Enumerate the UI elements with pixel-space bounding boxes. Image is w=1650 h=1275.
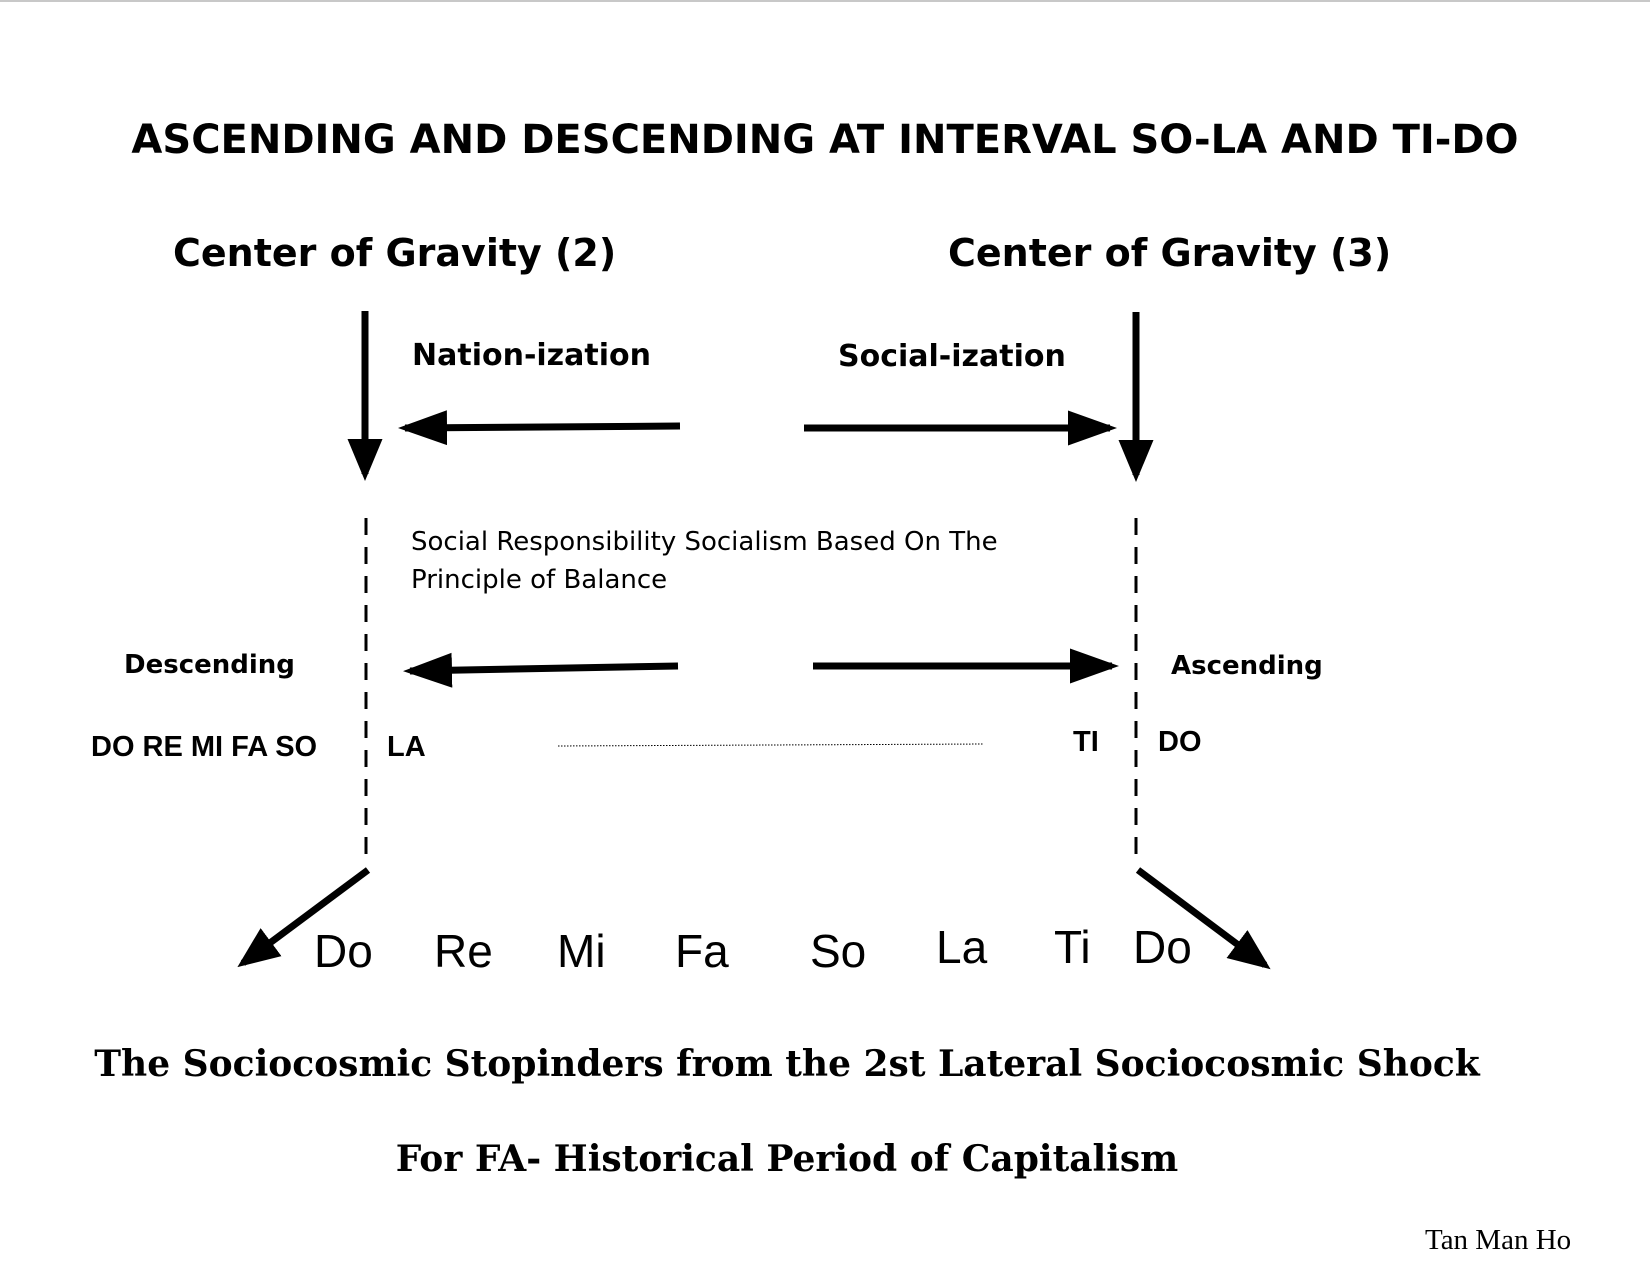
lower-scale-note: La	[936, 921, 988, 973]
lower-scale-note: Mi	[557, 925, 606, 977]
lower-scale-note: Ti	[1054, 921, 1091, 973]
caption-line-1: The Sociocosmic Stopinders from the 2st Lateral Sociocosmic Shock	[94, 1043, 1480, 1085]
center-of-gravity-right-label: Center of Gravity (3)	[948, 231, 1392, 275]
upper-scale-la: LA	[387, 731, 426, 763]
upper-scale-ti: TI	[1073, 726, 1099, 758]
lower-scale-note: Re	[434, 925, 493, 977]
social-ization-label: Social-ization	[838, 339, 1066, 374]
diagram-title: ASCENDING AND DESCENDING AT INTERVAL SO-LA AND TI-DO	[131, 117, 1519, 163]
author-credit: Tan Man Ho	[1425, 1224, 1572, 1256]
interval-dotted-line	[558, 744, 984, 746]
nation-ization-label: Nation-ization	[412, 338, 651, 373]
caption-line-2: For FA- Historical Period of Capitalism	[395, 1138, 1179, 1180]
lower-scale-note: Do	[1133, 921, 1192, 973]
upper-scale-do: DO	[1158, 726, 1202, 758]
descending-label: Descending	[124, 650, 295, 680]
principle-text-line-2: Principle of Balance	[411, 565, 668, 595]
principle-text-line-1: Social Responsibility Socialism Based On The	[411, 527, 998, 557]
nation-ization-arrow	[405, 426, 680, 428]
lower-scale-note: Do	[314, 925, 373, 977]
upper-scale-left-notes: DO RE MI FA SO	[91, 731, 318, 763]
lower-scale-note: So	[810, 925, 867, 977]
lower-scale-note: Fa	[675, 925, 729, 977]
center-of-gravity-left-label: Center of Gravity (2)	[173, 231, 617, 275]
ascending-label: Ascending	[1171, 651, 1323, 681]
descending-arrow	[410, 666, 678, 671]
